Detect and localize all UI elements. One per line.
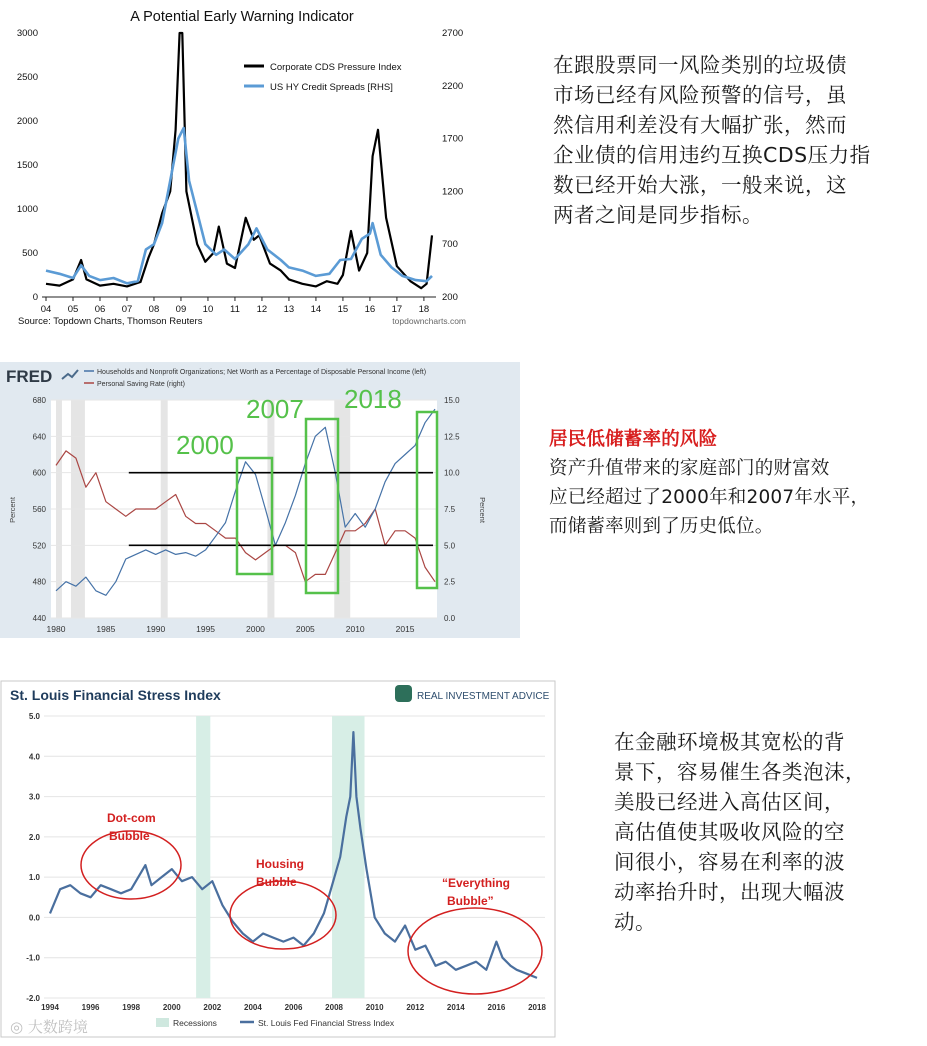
brand-name: REAL INVESTMENT ADVICE (417, 691, 550, 702)
watermark-icon: ◎ (10, 1018, 24, 1036)
note-line: 市场已经有风险预警的信号，虽 (553, 83, 847, 107)
y-right-tick-label: 2700 (442, 28, 464, 39)
legend (156, 1018, 395, 1028)
x-ticks (41, 297, 429, 315)
y-tick-label: 4.0 (28, 752, 40, 762)
annotation-everything-2: Bubble” (447, 894, 494, 908)
note-line: 数已经开始大涨，一般来说，这 (553, 173, 847, 197)
recession-band (332, 716, 364, 998)
watermark (10, 1016, 88, 1037)
y-left-tick-label: 480 (32, 577, 46, 587)
y-tick-label: -1.0 (26, 953, 40, 963)
x-tick-label: 10 (202, 304, 214, 315)
x-tick-label: 2000 (162, 1003, 181, 1012)
x-tick-label: 1996 (81, 1003, 100, 1012)
x-tick-label: 06 (94, 304, 106, 315)
y-left-tick-label: 3000 (16, 28, 38, 39)
stress-chart (0, 680, 556, 1040)
y-tick-label: 2.0 (28, 832, 40, 842)
x-tick-label: 15 (337, 304, 349, 315)
note-line: 两者之间是同步指标。 (553, 203, 763, 227)
y-right-ticks (444, 396, 460, 623)
y-right-tick-label: 15.0 (444, 396, 460, 405)
x-tick-label: 1995 (196, 624, 216, 634)
x-tick-label: 16 (364, 304, 376, 315)
y-right-ticks (442, 28, 463, 303)
y-left-tick-label: 2500 (16, 72, 38, 83)
y-left-tick-label: 0 (32, 292, 38, 303)
legend-label-fsi: St. Louis Fed Financial Stress Index (258, 1018, 395, 1028)
fred-logo: FRED (6, 367, 53, 386)
x-tick-label: 09 (175, 304, 187, 315)
y-right-tick-label: 10.0 (444, 468, 460, 478)
note-line: 动率抬升时，出现大幅波 (614, 880, 845, 904)
legend-label-saving: Personal Saving Rate (right) (97, 381, 185, 388)
note-line: 资产升值带来的家庭部门的财富效 (549, 458, 830, 479)
x-tick-label: 2016 (487, 1003, 506, 1012)
y-left-ticks (17, 28, 38, 303)
annotation-2000: 2000 (176, 430, 234, 460)
y-tick-label: 3.0 (28, 792, 40, 802)
note-heading: 居民低储蓄率的风险 (549, 429, 718, 450)
y-tick-label: -2.0 (26, 994, 40, 1003)
x-tick-label: 2015 (395, 624, 415, 634)
x-tick-label: 2002 (203, 1003, 222, 1012)
brand-icon (395, 685, 412, 702)
y-left-tick-label: 500 (22, 248, 38, 259)
y-right-tick-label: 12.5 (444, 432, 460, 442)
note-line: 高估值使其吸收风险的空 (614, 820, 845, 844)
y-right-tick-label: 200 (442, 292, 458, 303)
x-tick-label: 1985 (96, 624, 116, 634)
y-left-tick-label: 520 (32, 541, 46, 551)
y-left-label: Percent (8, 497, 17, 523)
x-tick-label: 05 (67, 304, 79, 315)
y-left-tick-label: 1500 (16, 160, 38, 171)
recession-band (196, 716, 210, 998)
y-left-ticks (33, 396, 47, 623)
y-tick-label: 5.0 (28, 712, 40, 721)
note-line: 应已经超过了2000年和2007年水平， (549, 487, 870, 508)
x-tick-label: 14 (310, 304, 322, 315)
note-line: 美股已经进入高估区间， (614, 790, 845, 814)
x-tick-label: 1994 (41, 1003, 59, 1012)
legend (244, 62, 402, 93)
x-tick-label: 2012 (406, 1003, 425, 1012)
note-line: 景下，容易催生各类泡沫， (614, 760, 866, 784)
fred-chart-panel (0, 362, 520, 638)
note-line: 企业债的信用违约互换CDS压力指 (553, 143, 871, 167)
chart-title: St. Louis Financial Stress Index (10, 687, 221, 703)
x-tick-label: 2000 (246, 624, 265, 634)
x-tick-label: 18 (418, 304, 430, 315)
x-tick-label: 04 (40, 304, 52, 315)
note-saving-rate (549, 425, 925, 541)
x-tick-label: 2010 (365, 1003, 384, 1012)
note-line: 然信用利差没有大幅扩张，然而 (553, 113, 847, 137)
y-left-tick-label: 640 (32, 432, 46, 442)
annotation-housing-1: Housing (256, 857, 304, 871)
note-line: 而储蓄率则到了历史低位。 (549, 516, 774, 537)
annotation-dotcom-2: Bubble (109, 829, 150, 843)
x-tick-label: 1990 (146, 624, 166, 634)
x-tick-label: 2006 (284, 1003, 303, 1012)
annotation-2018: 2018 (344, 384, 402, 414)
fred-chart (0, 362, 520, 638)
y-left-tick-label: 1000 (16, 204, 38, 215)
note-line: 在金融环境极其宽松的背 (614, 730, 845, 754)
y-tick-label: 1.0 (28, 873, 40, 883)
x-tick-label: 2018 (528, 1003, 546, 1012)
chart-source: Source: Topdown Charts, Thomson Reuters (18, 316, 203, 327)
x-tick-label: 2014 (446, 1003, 465, 1012)
legend-label-cds: Corporate CDS Pressure Index (270, 62, 402, 73)
y-left-tick-label: 680 (32, 396, 46, 405)
note-bubbles (614, 727, 914, 937)
chart-credit: topdowncharts.com (392, 316, 466, 326)
y-left-tick-label: 600 (32, 468, 46, 478)
y-right-tick-label: 700 (442, 239, 458, 251)
x-ticks (47, 624, 415, 634)
x-tick-label: 11 (230, 304, 240, 315)
legend-label-recessions: Recessions (173, 1018, 217, 1028)
note-line: 在跟股票同一风险类别的垃圾债 (553, 53, 847, 77)
x-tick-label: 1998 (122, 1003, 141, 1012)
x-tick-label: 1980 (46, 624, 66, 634)
x-tick-label: 13 (283, 304, 295, 315)
y-left-tick-label: 560 (32, 505, 46, 514)
y-right-tick-label: 1700 (442, 133, 464, 145)
annotation-dotcom-1: Dot-com (107, 811, 156, 825)
y-right-tick-label: 5.0 (444, 541, 456, 551)
y-left-tick-label: 2000 (16, 116, 38, 127)
note-line: 动。 (614, 910, 656, 934)
y-left-tick-label: 440 (32, 614, 46, 623)
cds-chart (0, 0, 480, 335)
x-tick-label: 2004 (244, 1003, 262, 1012)
stress-chart-panel (0, 680, 556, 1040)
y-right-tick-label: 7.5 (444, 505, 456, 514)
annotation-everything-1: “Everything (442, 876, 511, 890)
annotation-2007: 2007 (246, 394, 304, 424)
x-tick-label: 2005 (295, 624, 315, 634)
y-right-label: Percent (478, 497, 487, 523)
x-tick-label: 2010 (345, 624, 365, 634)
y-tick-label: 0.0 (28, 913, 40, 923)
y-right-tick-label: 2200 (442, 80, 464, 92)
x-tick-label: 17 (391, 304, 403, 315)
y-right-tick-label: 0.0 (444, 614, 456, 623)
y-right-tick-label: 2.5 (444, 577, 456, 587)
x-tick-label: 07 (121, 304, 133, 315)
x-tick-label: 2008 (325, 1003, 343, 1012)
note-line: 间很小，容易在利率的波 (614, 850, 845, 874)
annotation-housing-2: Bubble (256, 875, 297, 889)
y-right-tick-label: 1200 (442, 186, 464, 198)
note-junk-bond (553, 50, 925, 230)
legend-label-hy: US HY Credit Spreads [RHS] (270, 82, 393, 93)
watermark-text: 大数跨境 (27, 1018, 88, 1036)
x-tick-label: 12 (256, 304, 268, 315)
legend-label-networth: Households and Nonprofit Organizations; Net Worth as a Percentage of Disposable Personal Income (left) (97, 369, 427, 376)
x-tick-label: 08 (148, 304, 160, 315)
cds-chart-panel (0, 0, 480, 335)
chart-title: A Potential Early Warning Indicator (130, 9, 354, 25)
